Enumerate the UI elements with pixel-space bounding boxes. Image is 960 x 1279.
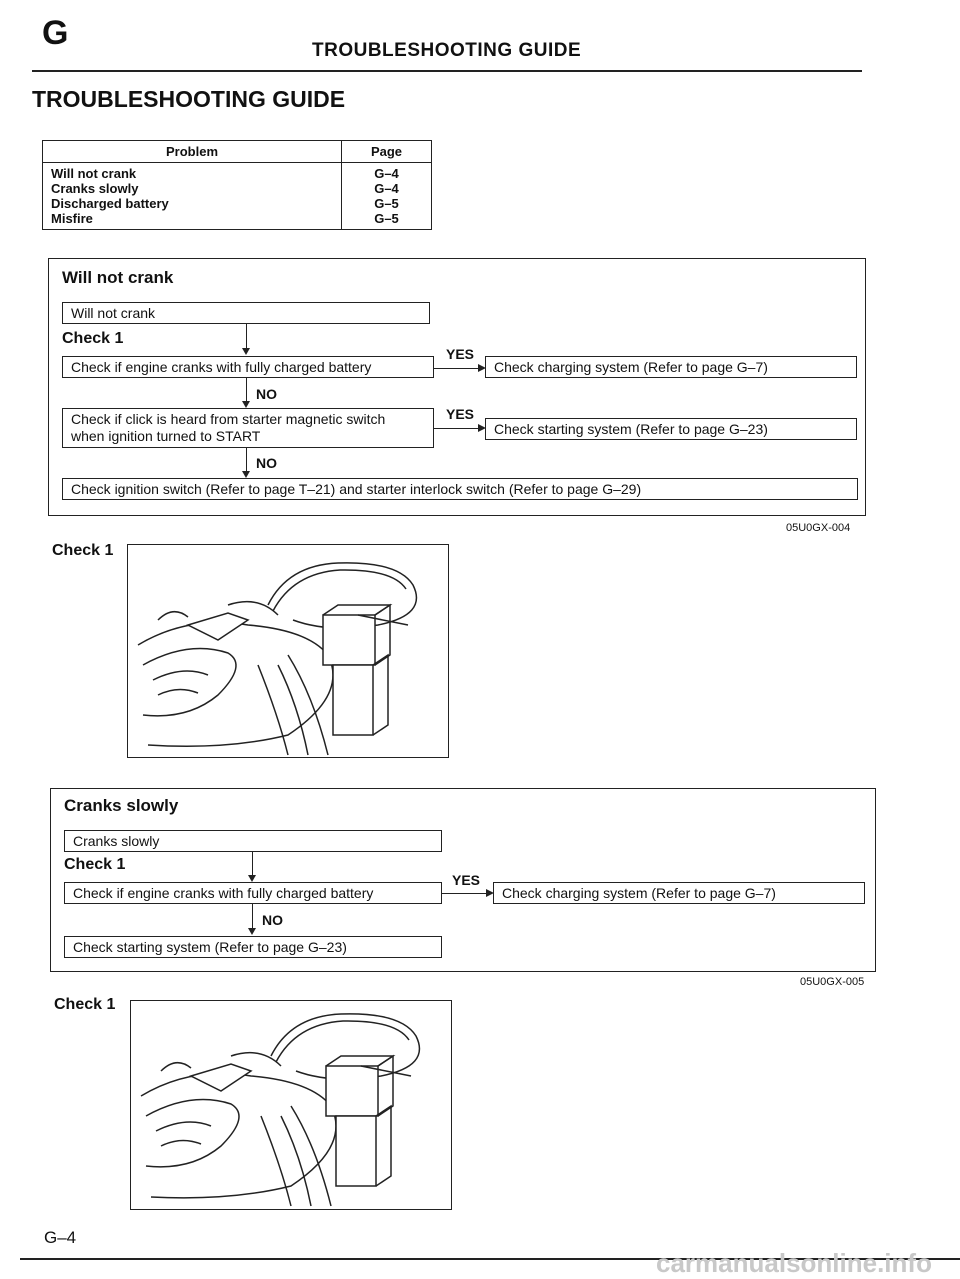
step2-line2: when ignition turned to START [71,428,261,444]
col-page-header: Page [342,141,432,163]
step2-box [62,408,434,448]
section-title: Cranks slowly [64,796,179,815]
step1-box: Check if engine cranks with fully charged battery [64,882,442,904]
section-title: Will not crank [62,268,174,287]
col-problem-header: Problem [43,141,342,163]
flow-arrow [248,875,256,882]
no-label: NO [256,386,277,402]
step2-line1: Check if click is heard from starter magnetic switch [71,411,386,427]
page-title: TROUBLESHOOTING GUIDE [32,86,346,112]
battery-jumper-illustration [131,1001,451,1209]
flow-arrow [242,348,250,355]
problem-cell: Discharged battery [43,196,342,211]
watermark: carmanualsonline.info [656,1248,932,1278]
problem-table [42,140,432,230]
page-cell: G–5 [342,211,432,230]
chapter-letter: G [42,14,69,52]
figure-label: Check 1 [54,996,116,1013]
page-cell: G–4 [342,163,432,182]
flow-arrow [248,928,256,935]
problem-cell: Misfire [43,211,342,230]
yes-label: YES [452,872,481,888]
battery-jumper-illustration [128,545,448,757]
flow-connector [252,904,253,930]
step1-box: Check if engine cranks with fully charged battery [62,356,434,378]
problem-cell: Will not crank [43,163,342,182]
symptom-box: Cranks slowly [64,830,442,852]
no-label: NO [256,455,277,471]
step2-box: Check starting system (Refer to page G–23) [64,936,442,958]
yes-connector [434,428,484,429]
flow-arrow [242,401,250,408]
step1-result-box: Check charging system (Refer to page G–7) [485,356,857,378]
page-cell: G–4 [342,181,432,196]
figure-label: Check 1 [52,542,114,559]
symptom-box: Will not crank [62,302,430,324]
step1-result-box: Check charging system (Refer to page G–7) [493,882,865,904]
page-cell: G–5 [342,196,432,211]
step2-result-box: Check starting system (Refer to page G–23) [485,418,857,440]
battery-jumper-figure [127,544,449,758]
yes-connector [442,893,492,894]
page-number: G–4 [44,1228,77,1247]
yes-label: YES [446,406,475,422]
header-rule [32,70,862,72]
flow-arrow [242,471,250,478]
battery-jumper-figure [130,1000,452,1210]
problem-cell: Cranks slowly [43,181,342,196]
check-label: Check 1 [64,856,126,873]
no-label: NO [262,912,283,928]
yes-label: YES [446,346,475,362]
flow-connector [246,324,247,350]
figure-code: 05U0GX-004 [786,522,851,534]
step3-box: Check ignition switch (Refer to page T–21) and starter interlock switch (Refer to page G–29) [62,478,858,500]
running-header: TROUBLESHOOTING GUIDE [312,40,582,61]
figure-code: 05U0GX-005 [800,976,865,988]
yes-connector [434,368,484,369]
check-label: Check 1 [62,330,124,347]
